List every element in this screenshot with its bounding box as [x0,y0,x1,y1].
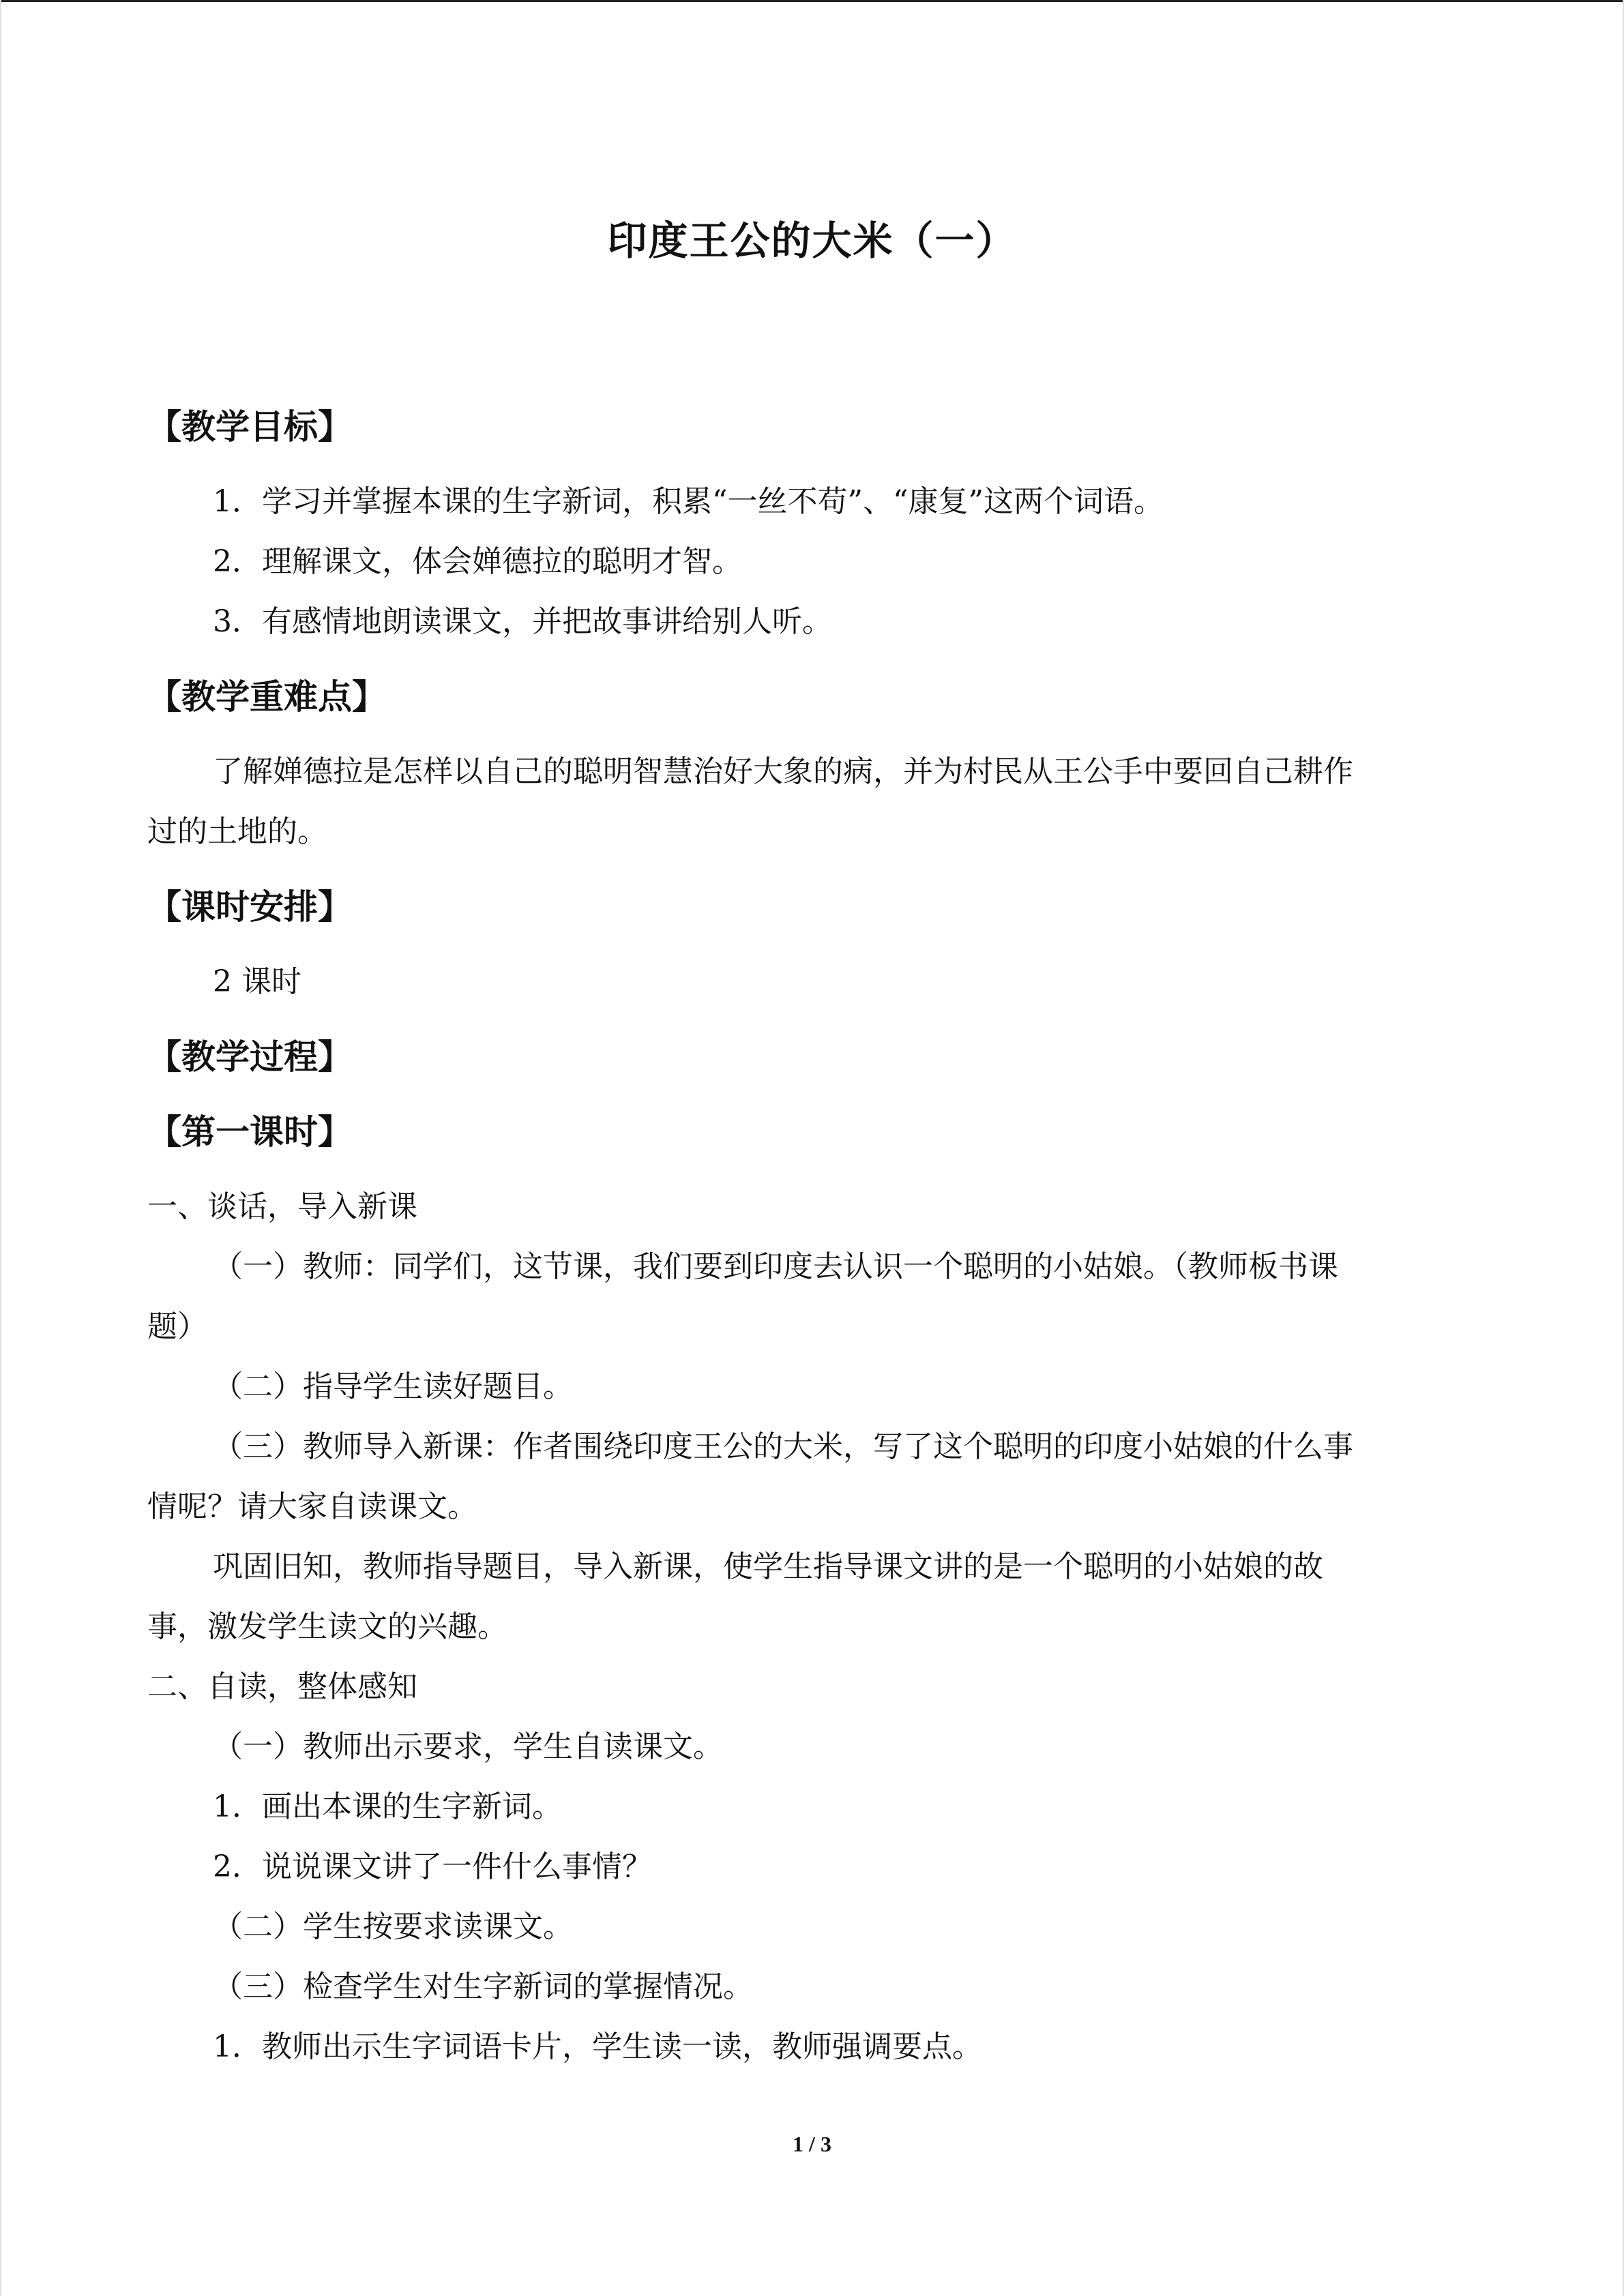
step-1-item-1: 1．画出本课的生字新词。 [213,1789,562,1824]
top-border [0,0,1624,2]
step-3: （三）检查学生对生字新词的掌握情况。 [213,1969,753,2004]
page-number: 1 / 3 [793,2132,831,2156]
section-heading-lesson-1: 【第一课时】 [147,1112,352,1152]
paragraph-4-line-2: 事，激发学生读文的兴趣。 [147,1609,507,1644]
paragraph-4-line-1: 巩固旧知，教师指导题目，导入新课，使学生指导课文讲的是一个聪明的小姑娘的故 [213,1549,1323,1584]
part-1-title: 一、谈话，导入新课 [147,1189,417,1224]
goal-item-2: 2．理解课文，体会婵德拉的聪明才智。 [213,544,742,579]
paragraph-1-line-2: 题） [147,1309,207,1344]
paragraph-2: （二）指导学生读好题目。 [213,1369,573,1404]
key-points-line-1: 了解婵德拉是怎样以自己的聪明智慧治好大象的病，并为村民从王公手中要回自己耕作 [213,754,1353,789]
step-2: （二）学生按要求读课文。 [213,1909,573,1944]
step-1-item-2: 2．说说课文讲了一件什么事情？ [213,1849,652,1884]
step-1: （一）教师出示要求，学生自读课文。 [213,1729,723,1764]
paragraph-1-line-1: （一）教师：同学们，这节课，我们要到印度去认识一个聪明的小姑娘。（教师板书课 [213,1249,1338,1284]
document-title: 印度王公的大米（一） [607,218,1017,264]
goal-item-3: 3．有感情地朗读课文，并把故事讲给别人听。 [213,604,832,639]
goal-item-1: 1．学习并掌握本课的生字新词，积累“一丝不苟”、“康复”这两个词语。 [213,484,1164,519]
step-3-item-1: 1．教师出示生字词语卡片，学生读一读，教师强调要点。 [213,2029,982,2064]
paragraph-3-line-2: 情呢？请大家自读课文。 [147,1489,477,1524]
section-heading-key-points: 【教学重难点】 [147,677,386,717]
part-2-title: 二、自读，整体感知 [147,1669,417,1704]
section-heading-process: 【教学过程】 [147,1037,352,1077]
paragraph-3-line-1: （三）教师导入新课：作者围绕印度王公的大米，写了这个聪明的印度小姑娘的什么事 [213,1429,1353,1464]
schedule-text: 2 课时 [213,964,301,999]
section-heading-goals: 【教学目标】 [147,407,352,447]
section-heading-schedule: 【课时安排】 [147,887,352,927]
document-body [147,382,1477,2077]
left-edge [0,0,1,2296]
key-points-line-2: 过的土地的。 [147,814,327,849]
